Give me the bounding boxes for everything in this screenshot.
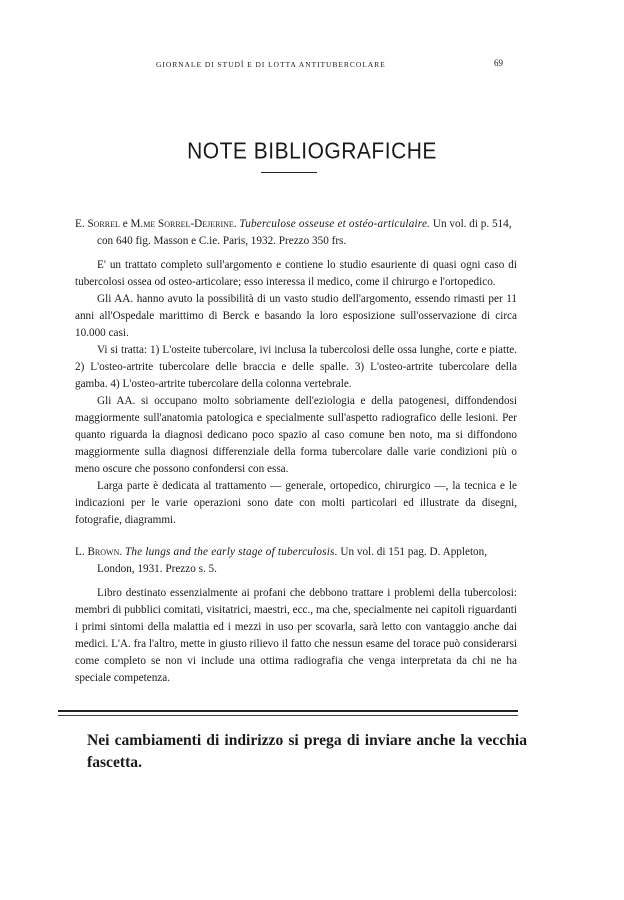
- address-change-notice: Nei cambiamenti di indirizzo si prega di inviare anche la vecchia fascetta.: [87, 732, 527, 771]
- author-name: Sorrel: [87, 218, 120, 230]
- publication-info: Un vol. di p. 514, con 640 fig. Masson e C.ie. Paris, 1932. Prezzo 350 frs.: [97, 218, 512, 247]
- paragraph: Gli AA. hanno avuto la possibilità di un vasto studio dell'argomento, essendo rimasti per 11 anni all'Ospedale marittimo di Berck e basando la loro esposizione sull'osservazione di circa 10.000 casi.: [75, 293, 517, 339]
- paragraph: E' un trattato completo sull'argomento e contiene lo studio esauriente di quasi ogni caso di tubercolosi ossea od osteo-articolare; esso interessa il medico, come il chirurgo e l'ortopedico.: [75, 259, 517, 288]
- paragraph: Vi si tratta: 1) L'osteite tubercolare, ivi inclusa la tubercolosi delle ossa lunghe, corte e piatte. 2) L'osteo-artrite tubercolare delle braccia e delle spalle. 3) L'osteo-artrite tubercolare della gamba. 4) L'osteo-artrite tubercolare della colonna vertebrale.: [75, 344, 517, 390]
- book-title: The lungs and the early stage of tuberculosis.: [124, 546, 338, 558]
- running-header: GIORNALE DI STUDÎ E DI LOTTA ANTITUBERCOLARE: [156, 60, 386, 69]
- paragraph: Gli AA. si occupano molto sobriamente dell'eziologia e della patogenesi, diffondendosi maggiormente sull'anatomia patologica e specialmente sull'aspetto radiografico delle lesioni. Per quanto riguarda la diagnosi dedicano poco spazio al caso comune ben noto, ma si diffondono maggiormente sulla diagnosi differenziale della forma tubercolare dalle varie condizioni più o meno oscure che possono confondersi con essa.: [75, 395, 517, 475]
- author-name: Brown: [87, 546, 120, 558]
- citation: E. Sorrel e M.me Sorrel-Dejerine. Tuberculose osseuse et ostéo-articulaire. Un vol. di p. 514, con 640 fig. Masson e C.ie. Paris, 1932. Prezzo 350 frs.: [75, 218, 512, 247]
- publication-info: Un vol. di 151 pag. D. Appleton, London, 1931. Prezzo s. 5.: [97, 546, 488, 575]
- paragraph: Larga parte è dedicata al trattamento — generale, ortopedico, chirurgico —, la tecnica e le indicazioni per le varie operazioni sono date con molti particolari ed illustrate da disegni, fotografie, diagrammi.: [75, 480, 517, 526]
- separator-rule: [58, 710, 518, 712]
- separator-rule-thin: [58, 715, 518, 716]
- review-body: [75, 585, 517, 687]
- author-prefix: L.: [75, 546, 88, 558]
- author-prefix: E.: [75, 218, 88, 230]
- title-rule: [261, 172, 317, 173]
- review-entry-sorrel: [75, 216, 517, 529]
- paragraph: Libro destinato essenzialmente ai profani che debbono trattare i problemi della tubercolosi: membri di pubblici comitati, visitatrici, maestri, ecc., ma che, specialmente nei capitoli riguardanti i primi sintomi della malattia ed i mezzi in uso per scovarla, sarà letto con vantaggio anche dai medici. L'A. fra l'altro, mette in giusto rilievo il fatto che nessun esame del torace può considerarsi come completo se non vi include una ottima radiografia che venga interpretata da chi ne ha speciale competenza.: [75, 587, 517, 684]
- page-number: 69: [494, 58, 503, 68]
- book-title: Tuberculose osseuse et ostéo-articulaire.: [239, 218, 431, 230]
- section-title: NOTE BIBLIOGRAFICHE: [187, 138, 437, 165]
- citation: L. Brown. The lungs and the early stage of tuberculosis. Un vol. di 151 pag. D. Appleton, London, 1931. Prezzo s. 5.: [75, 546, 488, 575]
- review-entry-brown: [75, 544, 517, 687]
- author-mid: e M.: [119, 218, 144, 230]
- review-body: [75, 257, 517, 529]
- author-name-2: me Sorrel-Dejerine: [143, 218, 234, 230]
